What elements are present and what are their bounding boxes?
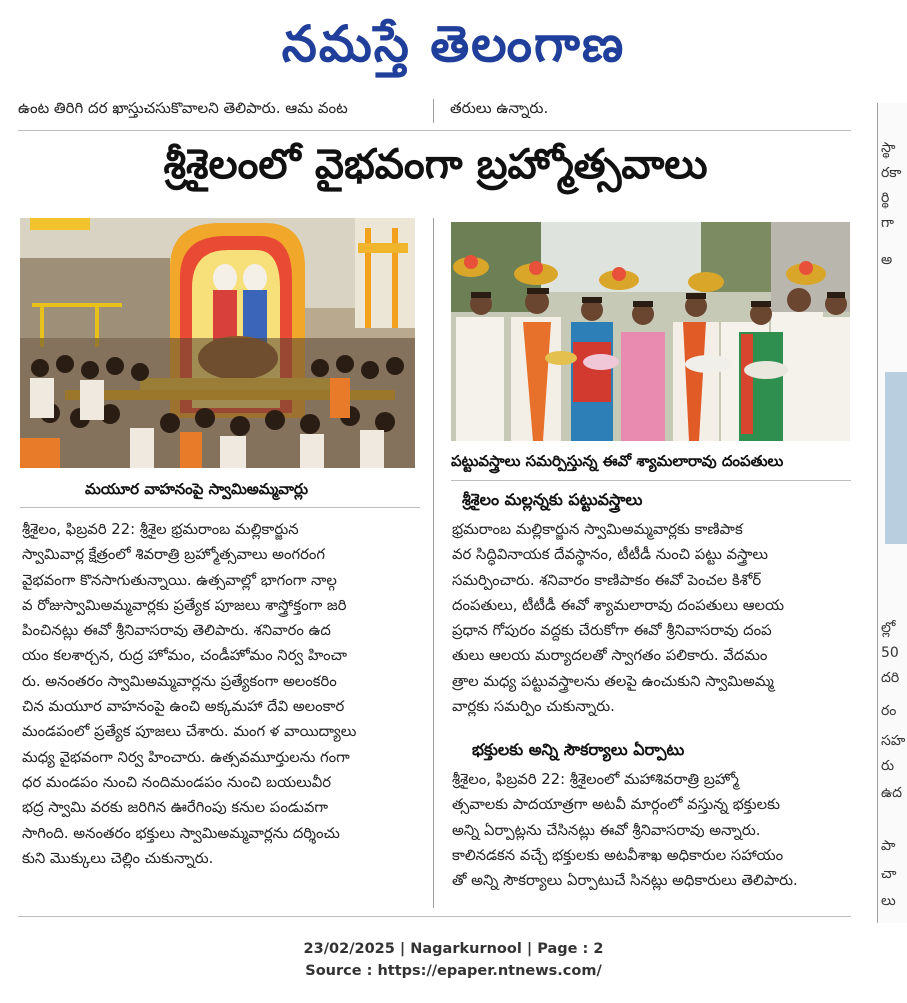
previous-article-snippet-right: తరులు ఉన్నారు. <box>450 99 549 117</box>
subheading-devotee-facilities: భక్తులకు అన్ని సౌకర్యాలు ఏర్పాటు <box>472 740 685 759</box>
adjacent-text-fragment: ర్థి <box>881 190 890 206</box>
text-line: సమర్పించారు. శనివారం కాణిపాకం ఈవో పెంచల కిశోర్ <box>452 571 762 589</box>
masthead <box>0 4 907 88</box>
right-column-text-1 <box>452 517 852 719</box>
masthead-title: నమస్తే తెలంగాణ <box>281 15 626 73</box>
text-line: శ్రీశైలం, ఫిబ్రవరి 22: శ్రీశైల భ్రమరాంబ మల్లికార్జున <box>22 521 299 538</box>
text-line: భ్రమరాంబ మల్లికార్జున స్వామిఅమ్మవార్లకు కాణిపాక <box>452 521 743 538</box>
text-line: రు. అనంతరం స్వామిఅమ్మవార్లను ప్రత్యేకంగా అలంకరిం <box>22 672 337 690</box>
article-bottom-rule <box>18 916 851 917</box>
adjacent-text-fragment: సహ <box>881 733 906 749</box>
adjacent-text-fragment: రకా <box>881 165 902 181</box>
adjacent-text-fragment: ఉద <box>881 785 903 801</box>
previous-article-snippet-left: ఉంట తిరిగి దర ఖాస్తుచసుకొవాలని తెలిపారు. ఆమ వంట <box>18 99 348 117</box>
text-line: కుని మొక్కులు చెల్లిం చుకున్నారు. <box>22 849 214 867</box>
text-line: చిన మయూర వాహనంపై ఉంచి అక్కమహా దేవి అలంకార <box>22 698 345 716</box>
adjacent-text-fragment: 50 <box>881 645 899 661</box>
adjacent-text-fragment: ల్లో <box>881 620 896 636</box>
procession-photo <box>20 218 415 468</box>
column-divider <box>433 218 434 908</box>
text-line: అన్ని ఏర్పాట్లను చేసినట్లు ఈవో శ్రీనివాసరావు అన్నారు. <box>452 821 761 839</box>
text-line: యం కలశార్చన, రుద్ర హోమం, చండీహోమం నిర్వ హించా <box>22 647 347 665</box>
text-line: దంపతులు, టీటీడీ ఈవో శ్యామలారావు దంపతులు ఆలయ <box>452 596 785 614</box>
adjacent-text-fragment: రం <box>881 703 897 719</box>
text-line: వ రోజుస్వామిఅమ్మవార్లకు ప్రత్యేక పూజలు శాస్త్రోక్తంగా జరి <box>22 596 347 614</box>
text-line: ధర మండపం నుంచి నందిమండపం నుంచి బయలువీర <box>22 773 332 791</box>
adjacent-text-fragment: స్థా <box>881 140 896 156</box>
left-column-text <box>22 517 427 871</box>
offering-photo <box>451 222 850 441</box>
article-headline: శ్రీశైలంలో వైభవంగా బ్రహ్మోత్సవాలు <box>163 140 708 188</box>
adjacent-article-photo <box>885 372 907 544</box>
text-line: త్సవాలకు పాదయాత్రగా అటవీ మార్గంలో వస్తున్న భక్తులకు <box>452 796 780 814</box>
text-line: భద్ర స్వామి వరకు జరిగిన ఊరేగింపు కనుల పండువగా <box>22 799 329 817</box>
column-divider-top <box>433 99 434 123</box>
text-line: స్వామివార్ల క్షేత్రంలో శివరాత్రి బ్రహ్మోత్సవాలు అంగరంగ <box>22 546 326 564</box>
text-line: తో అన్ని సౌకర్యాలు ఏర్పాటుచే సినట్లు అధికారులు తెలిపారు. <box>452 872 798 890</box>
procession-photo-image <box>20 218 415 468</box>
offering-photo-image <box>451 222 850 441</box>
text-line: వార్లకు సమర్పిం చుకున్నారు. <box>452 698 615 716</box>
right-column-text-2 <box>452 767 852 893</box>
footer-source: Source : https://epaper.ntnews.com/ <box>305 963 602 979</box>
text-line: పించినట్లు ఈవో శ్రీనివాసరావు తెలిపారు. శనివారం ఉద <box>22 622 331 640</box>
text-line: త్రాల మధ్య పట్టువస్త్రాలను తలపై ఉంచుకుని స్వామిఅమ్మ <box>452 672 774 690</box>
adjacent-text-fragment: చా <box>881 866 897 882</box>
subheading-silk-clothes: శ్రీశైలం మల్లన్నకు పట్టువస్త్రాలు <box>462 490 643 509</box>
text-line: మండపంలో ప్రత్యేక పూజలు చేశారు. మంగ ళ వాయిద్యాలు <box>22 723 357 741</box>
footer-date-edition: 23/02/2025 | Nagarkurnool | Page : 2 <box>303 941 604 957</box>
adjacent-text-fragment: దరి <box>881 670 900 686</box>
caption-rule-left <box>20 507 420 508</box>
article-top-rule <box>18 130 851 131</box>
text-line: తులు ఆలయ మర్యాదలతో స్వాగతం పలికారు. వేదమం <box>452 647 768 665</box>
adjacent-text-fragment: రు <box>881 758 895 774</box>
text-line: శ్రీశైలం, ఫిబ్రవరి 22: శ్రీశైలంలో మహాశివరాత్రి బ్రహ్మో <box>452 771 739 788</box>
caption-rule-right <box>451 480 851 481</box>
adjacent-article-border <box>877 103 878 923</box>
adjacent-text-fragment: పా <box>881 838 896 854</box>
adjacent-text-fragment: గా <box>881 215 894 231</box>
photo-caption-right: పట్టువస్త్రాలు సమర్పిస్తున్న ఈవో శ్యామలారావు దంపతులు <box>451 452 784 470</box>
adjacent-text-fragment: లు <box>881 893 896 909</box>
adjacent-text-fragment: అ <box>881 252 893 268</box>
text-line: మధ్య వైభవంగా నిర్వ హించారు. ఉత్సవమూర్తులను గంగా <box>22 748 350 766</box>
text-line: వైభవంగా కొనసాగుతున్నాయి. ఉత్సవాల్లో భాగంగా నాల్గ <box>22 571 337 589</box>
text-line: వర సిద్ధివినాయక దేవస్థానం, టీటీడీ నుంచి పట్టు వస్త్రాలు <box>452 546 768 564</box>
text-line: సాగింది. అనంతరం భక్తులు స్వామిఅమ్మవార్లను దర్శించు <box>22 824 340 842</box>
text-line: కాలినడకన వచ్చే భక్తులకు అటవీశాఖ అధికారుల సహాయం <box>452 846 784 864</box>
text-line: ప్రధాన గోపురం వద్దకు చేరుకోగా ఈవో శ్రీనివాసరావు దంప <box>452 622 772 640</box>
photo-caption-left: మయూర వాహనంపై స్వామిఅమ్మవార్లు <box>85 480 309 498</box>
